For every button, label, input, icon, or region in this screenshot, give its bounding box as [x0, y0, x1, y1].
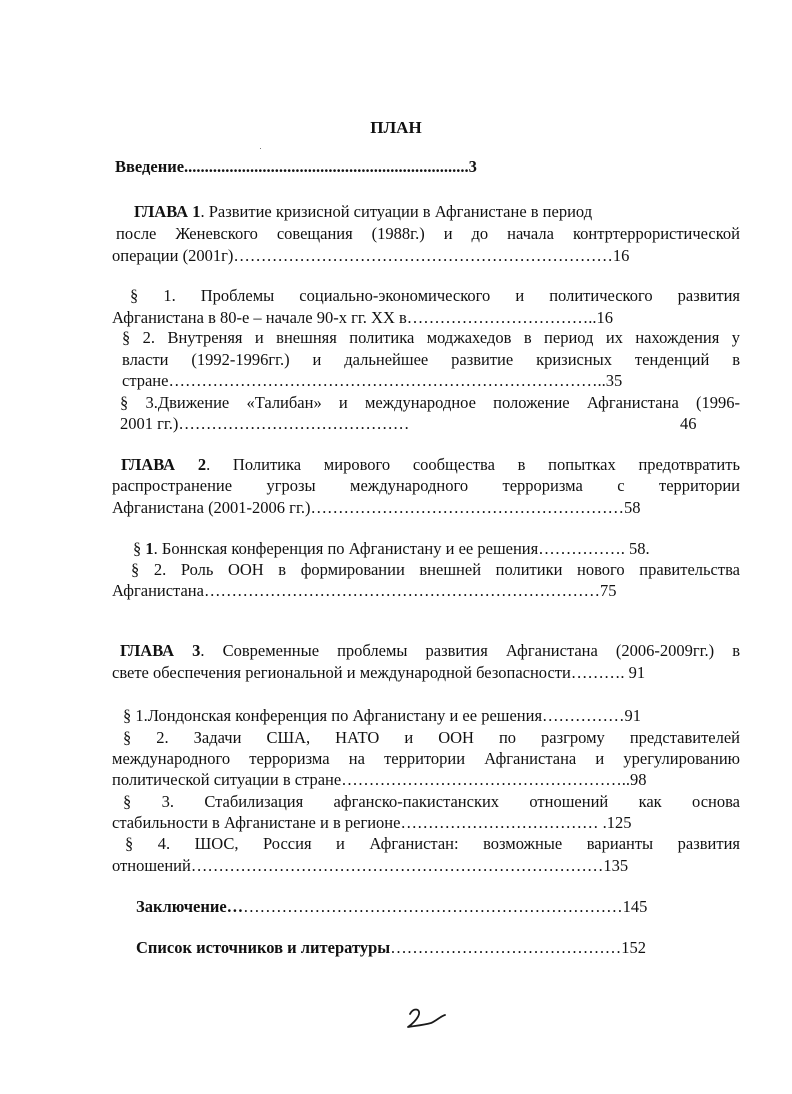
handwritten-page-number	[404, 1005, 448, 1031]
toc-intro-label: Введение	[115, 157, 185, 176]
chapter3-heading	[120, 640, 740, 662]
page-title: ПЛАН	[370, 118, 422, 137]
chapter1-heading	[134, 201, 592, 223]
chapter3-section3-line1: § 3. Стабилизация афганско-пакистанских отношений как основа	[123, 792, 740, 811]
toc-intro	[115, 156, 477, 178]
chapter3-title-line2: свете обеспечения региональной и международной безопасности………. 91	[112, 663, 646, 682]
chapter2-heading	[121, 454, 740, 476]
chapter1-title-line1: . Развитие кризисной ситуации в Афганистане в период	[200, 202, 593, 221]
chapter1-prefix: ГЛАВА 1	[134, 202, 201, 221]
chapter2-title-line2: распространение угрозы международного терроризма с территории	[112, 476, 740, 495]
toc-sources-rest: ……………………………………152	[390, 938, 646, 957]
chapter3-section2-line3: политической ситуации в стране……………………………………………..98	[112, 770, 647, 789]
chapter3-section2-line1: § 2. Задачи США, НАТО и ООН по разгрому представителей	[123, 728, 740, 747]
toc-conclusion-label: Заключение…	[136, 897, 244, 916]
toc-conclusion-rest: ……………………………………………………………145	[243, 897, 648, 916]
chapter1-section2-line1: § 2. Внутреняя и внешняя политика моджахедов в период их нахождения у	[122, 328, 740, 347]
chapter1-section3-page: 46	[680, 414, 697, 433]
chapter2-section2-line1: § 2. Роль ООН в формировании внешней политики нового правительства	[131, 560, 740, 579]
chapter3-section4-line2: отношений…………………………………………………………………135	[112, 856, 629, 875]
chapter3-section2-line2: международного терроризма на территории Афганистана и урегулированию	[112, 749, 740, 768]
chapter1-section3-line2: 2001 гг.)……………………………………	[120, 414, 410, 433]
chapter3-prefix: ГЛАВА 3	[120, 641, 201, 660]
toc-conclusion	[136, 896, 647, 918]
chapter1-section3-line1: § 3.Движение «Талибан» и международное положение Афганистана (1996-	[120, 393, 740, 412]
chapter1-section2-line3: стране……………………………………………………………………..35	[122, 371, 623, 390]
chapter2-section1-text: . Боннская конференция по Афганистану и ее решения……………. 58.	[153, 539, 650, 558]
chapter3-section4-line1: § 4. ШОС, Россия и Афганистан: возможные варианты развития	[125, 834, 740, 853]
chapter3-title-line1: . Современные проблемы развития Афганистана (2006-2009гг.) в	[200, 641, 740, 660]
chapter1-section1-line2: Афганистана в 80-е – начале 90-х гг. XX в……………………………..16	[112, 308, 614, 327]
chapter3-section3-line2: стабильности в Афганистане и в регионе……………………………… .125	[112, 813, 632, 832]
toc-intro-dots: .....................................................................	[184, 157, 469, 176]
scan-speck	[260, 148, 261, 149]
toc-sources	[136, 937, 646, 959]
chapter1-title-line3: операции (2001г)……………………………………………………………16	[112, 246, 630, 265]
chapter1-section2-line2: власти (1992-1996гг.) и дальнейшее развитие кризисных тенденций в	[122, 350, 740, 369]
chapter1-title-line2: после Женевского совещания (1988г.) и до начала контртеррористической	[116, 224, 740, 243]
chapter3-section1: § 1.Лондонская конференция по Афганистану и ее решения……………91	[123, 706, 642, 725]
toc-intro-page: 3	[468, 157, 477, 176]
chapter2-section1-num: 1	[145, 539, 154, 558]
chapter2-title-line3: Афганистана (2001-2006 гг.)…………………………………………………58	[112, 498, 641, 517]
chapter1-section1-line1: § 1. Проблемы социально-экономического и политического развития	[130, 286, 740, 305]
chapter2-section2-line2: Афганистана………………………………………………………………75	[112, 581, 617, 600]
chapter2-section1-mark: §	[133, 539, 146, 558]
chapter2-section1	[133, 538, 650, 560]
chapter2-title-line1: . Политика мирового сообщества в попытках предотвратить	[206, 455, 740, 474]
toc-sources-label: Список источников и литературы	[136, 938, 391, 957]
chapter2-prefix: ГЛАВА 2	[121, 455, 207, 474]
